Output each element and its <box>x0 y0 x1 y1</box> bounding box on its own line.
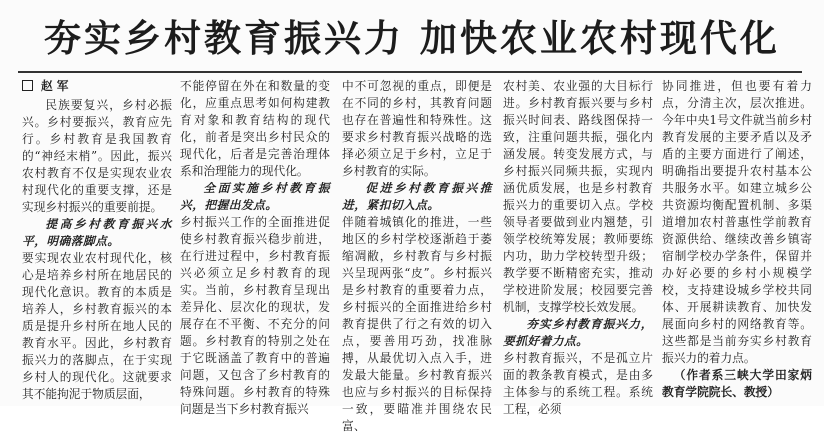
headline-divider <box>18 71 802 73</box>
paragraph: 协同推进，但也要有着力点，分清主次，层次推进。今年中央1号文件就当前乡村教育发展的主要矛盾以及矛盾的主要方面进行了阐述，明确指出要提升农村基本公共服务水平。如建立城乡公共资源均衡配置机制、多渠道增加农村普惠性学前教育资源供给、继续改善乡镇寄宿制学校办学条件，保留并办好必要的乡村小规模学校，支持建设城乡学校共同体、开展耕读教育、加快发展面向乡村的网络教育等。这些都是当前夯实乡村教育振兴力的着力点。 <box>662 79 812 365</box>
article-column-2 <box>180 78 330 416</box>
section-subhead: 提高乡村教育振兴水平，明确落脚点。 <box>22 217 172 248</box>
article-headline: 夯实乡村教育振兴力 加快农业农村现代化 <box>44 17 780 60</box>
author-note: （作者系三峡大学田家炳教育学院院长、教授） <box>662 368 812 399</box>
paragraph: 乡村振兴工作的全面推进促使乡村教育振兴稳步前进，在行进过程中，乡村教育振兴必须立足乡村教育的现实。当前，乡村教育呈现出差异化、层次化的现状，发展存在不平衡、不充分的问题。乡村教育的特别之处在于它既涵盖了教育中的普遍问题，又包含了乡村教育的特殊问题。乡村教育的特殊问题是当下乡村教育振兴 <box>180 215 330 416</box>
paragraph: 伴随着城镇化的推进，一些地区的乡村学校逐渐趋于萎缩凋敝，乡村教育与乡村振兴呈现两张“皮”。乡村振兴是乡村教育的重要着力点，乡村振兴的全面推进给乡村教育提供了行之有效的切入点，要善用巧劲，找准脉搏，从最优切入点入手，进发最大能量。乡村教育振兴也应与乡村振兴的目标保持一致，要瞄准并围绕农民富、 <box>342 215 492 433</box>
paragraph: 中不可忽视的重点，即便是在不同的乡村，其教育问题也存在普遍性和特殊性。这要求乡村教育振兴战略的选择必须立足于乡村，立足于乡村教育的实际。 <box>342 79 492 178</box>
article-column-3 <box>342 78 492 433</box>
paragraph: 乡村教育振兴，不是孤立片面的教条教育模式，是由多主体参与的系统工程。系统工程，必须 <box>503 351 653 416</box>
paragraph: 要实现农业农村现代化，核心是培养乡村所在地居民的现代化意识。教育的本质是培养人，乡村教育振兴的本质是提升乡村所在地人民的教育水平。因此，乡村教育振兴力的落脚点，在于实现乡村人的现代化。这就要求其不能拘泥于物质层面， <box>22 251 172 401</box>
byline <box>22 78 172 95</box>
article-column-4 <box>503 78 653 416</box>
paragraph: 农村美、农业强的大目标行进。乡村教育振兴要与乡村振兴时间表、路线图保持一致，注重问题共振，强化内涵发展。转变发展方式，与乡村振兴同频共振，实现内涵优质发展，也是乡村教育振兴力的重要切入点。学校领导者要做到业内翘楚，引领学校统筹发展；教师要练内功，助力学校转型升级；教学要不断精密充实，推动学校进阶发展；校园要完善机制，支撑学校长效发展。 <box>503 79 653 314</box>
section-subhead: 促进乡村教育振兴推进，紧扣切入点。 <box>342 181 492 212</box>
square-box-icon <box>22 80 33 91</box>
author-name: 赵 军 <box>41 79 69 93</box>
article-column-1 <box>22 78 172 404</box>
paragraph: 不能停留在外在和数量的变化，应重点思考如何构建教育对象和教育结构的现代化，前者是突出乡村民众的现代化，后者是完善治理体系和治理能力的现代化。 <box>180 79 330 178</box>
article-column-5 <box>662 78 812 404</box>
section-subhead: 夯实乡村教育振兴力，要抓好着力点。 <box>503 317 653 348</box>
section-subhead: 全面实施乡村教育振兴，把握出发点。 <box>180 181 330 212</box>
paragraph: 民族要复兴，乡村必振兴。乡村要振兴，教育应先行。乡村教育是我国教育的“神经末梢”。因此，振兴农村教育不仅是实现农业农村现代化的重要支撑，还是实现乡村振兴的重要前提。 <box>22 98 172 214</box>
